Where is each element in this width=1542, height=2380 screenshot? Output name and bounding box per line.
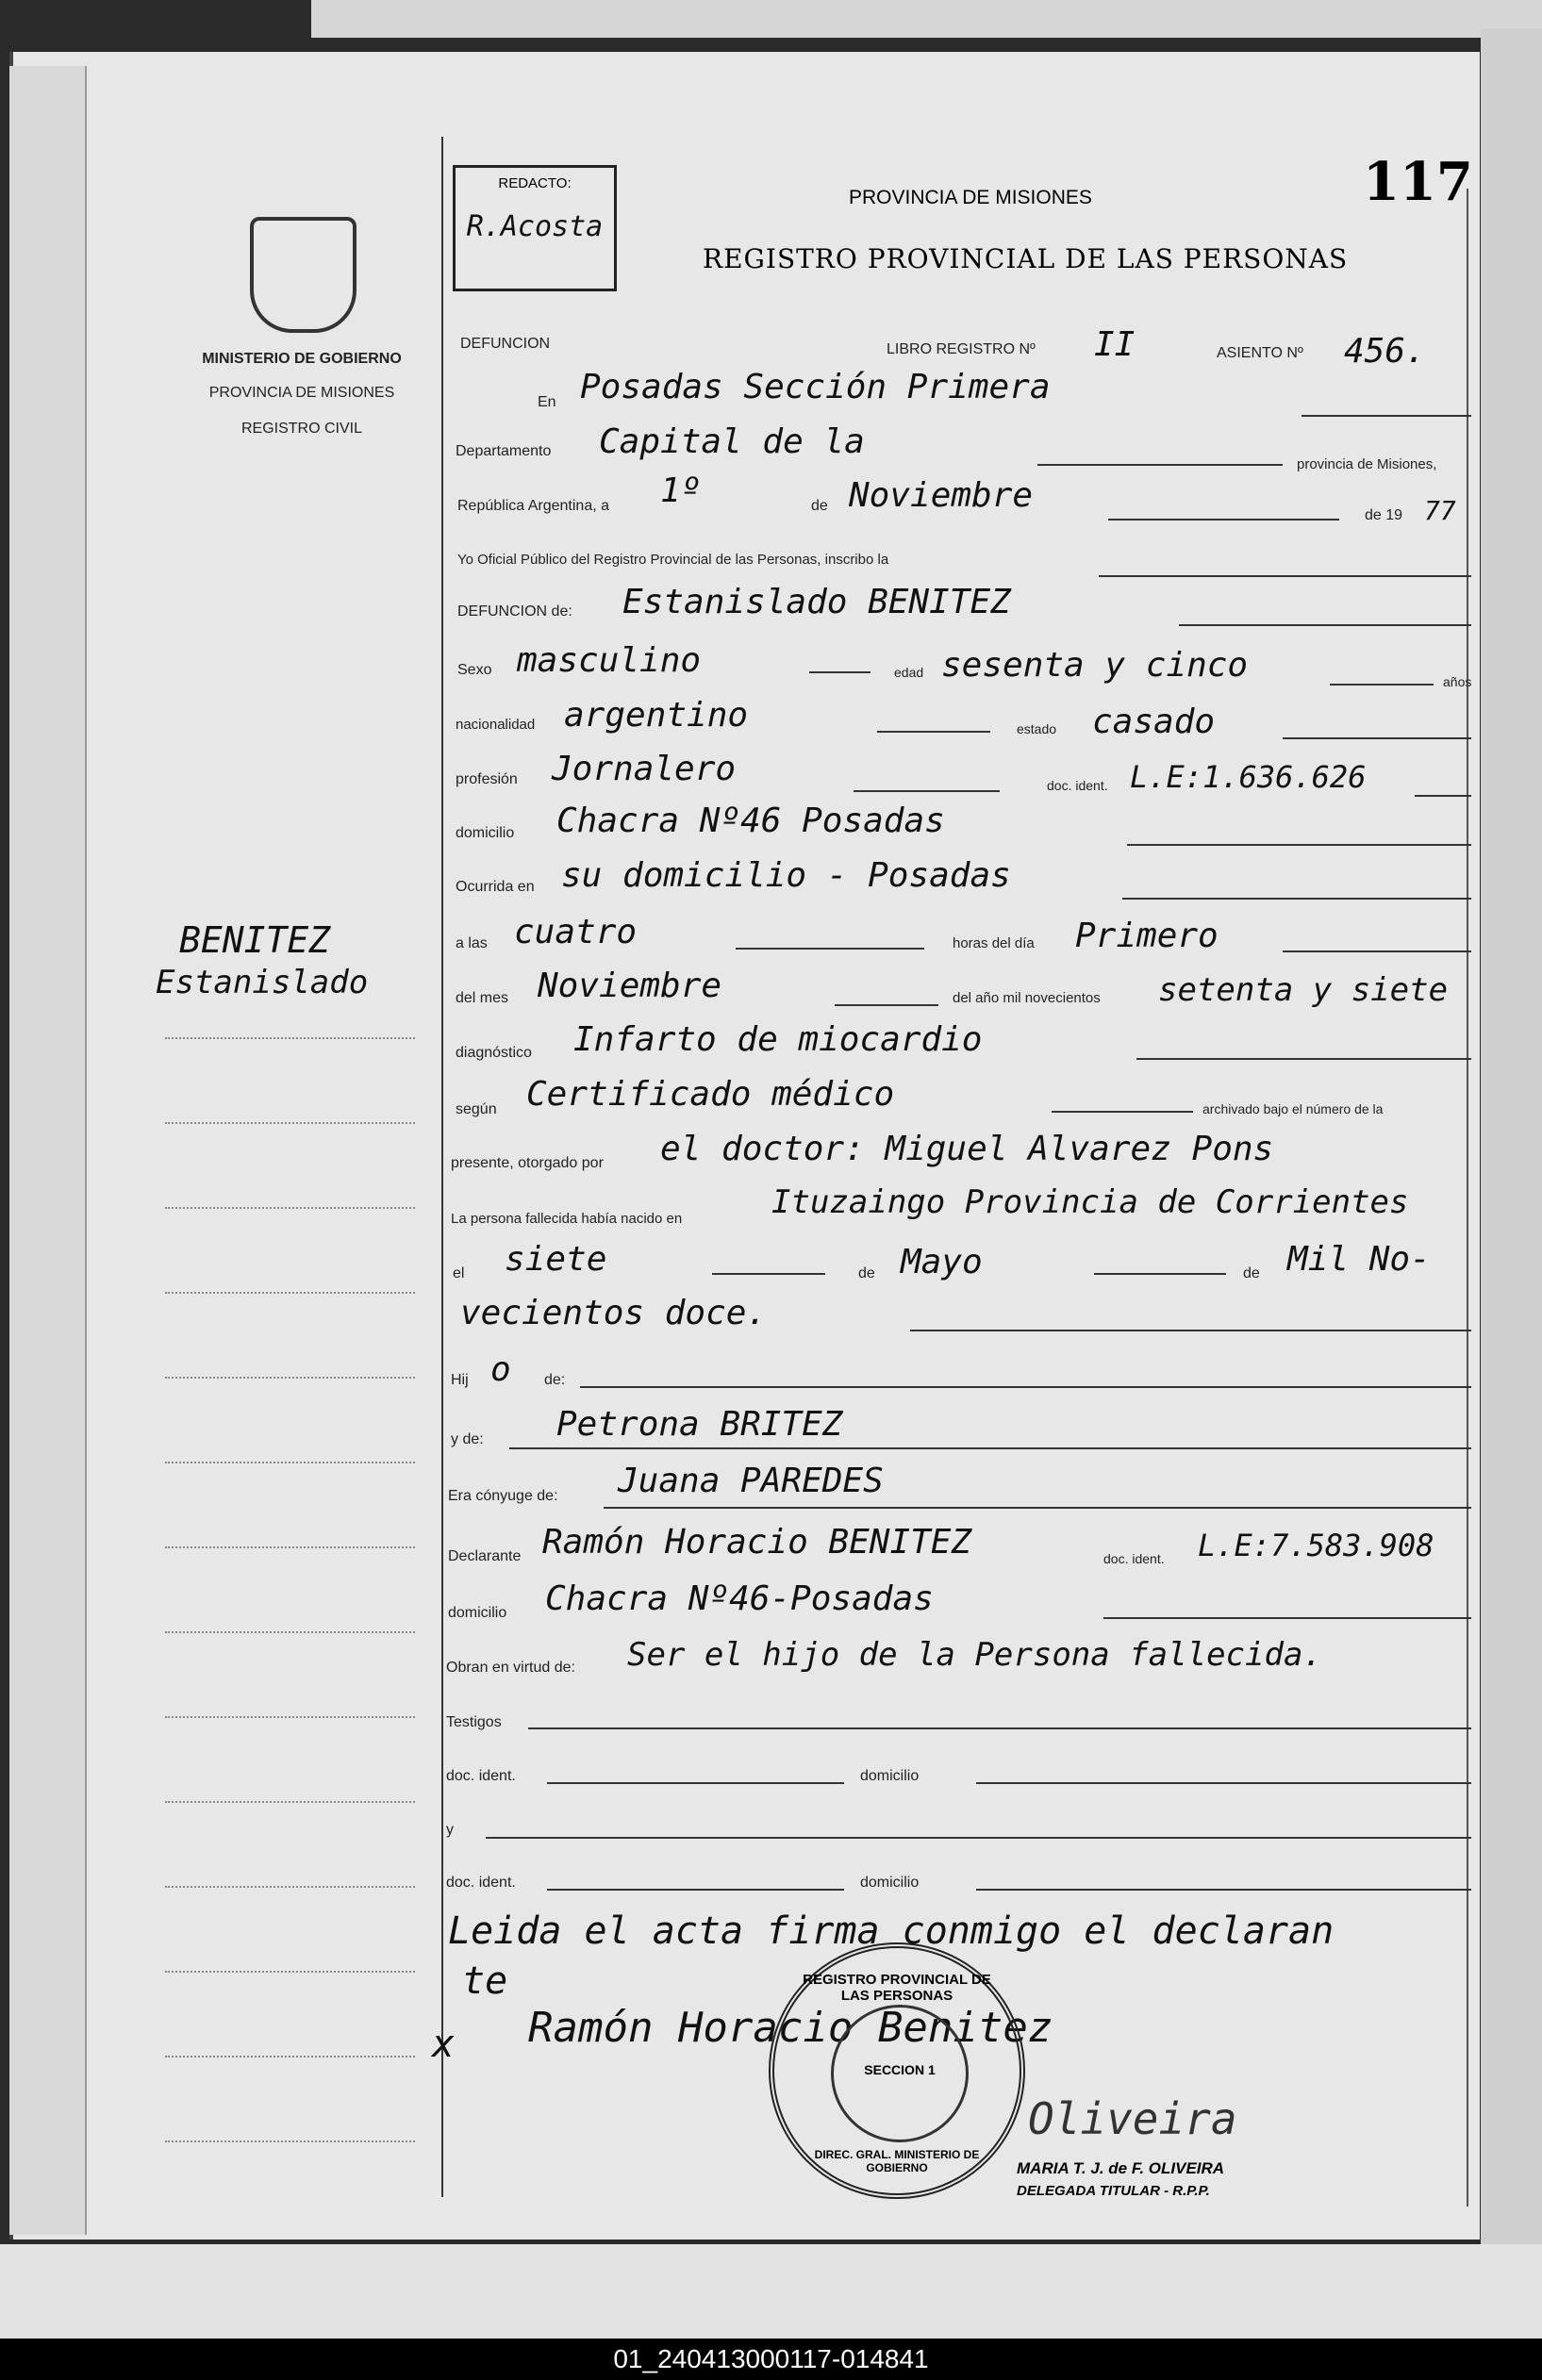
fill-line <box>877 731 990 733</box>
margin-dotted-line <box>165 2056 415 2058</box>
margin-dotted-line <box>165 2140 415 2142</box>
doc-ident-value: L.E:1.636.626 <box>1130 759 1367 795</box>
nac-anio-value-2: vecientos doce. <box>460 1294 768 1332</box>
fill-line <box>1094 1273 1226 1275</box>
profesion-label: profesión <box>456 771 518 787</box>
edad-value: sesenta y cinco <box>941 646 1249 685</box>
asiento-label: ASIENTO Nº <box>1217 345 1303 361</box>
segun-label: según <box>456 1101 497 1117</box>
horas-dia-label: horas del día <box>953 935 1035 951</box>
conyuge-label: Era cónyuge de: <box>448 1488 558 1504</box>
declarante-domicilio-label: domicilio <box>448 1605 507 1621</box>
fill-line <box>547 1889 844 1891</box>
fill-line <box>528 1727 1471 1729</box>
nacido-label: La persona fallecida había nacido en <box>451 1211 683 1227</box>
date-de-label: de <box>811 498 828 514</box>
stamp-line-1: MARIA T. J. de F. OLIVEIRA <box>1017 2159 1225 2177</box>
fill-line <box>1330 684 1434 686</box>
hij-label: Hij <box>451 1372 469 1388</box>
y-label: y <box>446 1822 454 1838</box>
diagnostico-label: diagnóstico <box>456 1045 532 1061</box>
image-id-footer: 01_240413000117-014841 <box>0 2339 1542 2380</box>
seal-inner-text: SECCION 1 <box>864 2062 936 2077</box>
estado-label: estado <box>1017 721 1057 736</box>
estado-value: casado <box>1092 702 1216 741</box>
segun-value: Certificado médico <box>526 1075 895 1114</box>
declarant-signature: Ramón Horacio Benitez <box>528 2004 1053 2052</box>
anio-mil-label: del año mil novecientos <box>953 990 1101 1006</box>
background-top <box>311 0 1542 38</box>
hij-de-label: de: <box>544 1372 566 1388</box>
margin-dotted-line <box>165 1037 415 1039</box>
anos-label: años <box>1443 674 1472 689</box>
declarante-value: Ramón Horacio BENITEZ <box>542 1523 972 1562</box>
otorgado-value: el doctor: Miguel Alvarez Pons <box>660 1130 1274 1168</box>
libro-label: LIBRO REGISTRO Nº <box>887 341 1036 357</box>
fill-line <box>1108 519 1339 521</box>
nac-de-label-2: de <box>1243 1265 1260 1281</box>
margin-dotted-line <box>165 1546 415 1548</box>
leida-line-2: te <box>462 1959 508 2003</box>
margin-dotted-line <box>165 1631 415 1633</box>
margin-dotted-line <box>165 1801 415 1803</box>
en-value: Posadas Sección Primera <box>580 368 1051 406</box>
margin-dotted-line <box>165 1122 415 1124</box>
hora-value: cuatro <box>514 913 638 951</box>
coat-of-arms-icon <box>250 217 356 333</box>
sexo-label: Sexo <box>457 662 492 678</box>
obran-value: Ser el hijo de la Persona fallecida. <box>627 1636 1322 1674</box>
leida-line-1: Leida el acta firma conmigo el declaran <box>448 1909 1335 1953</box>
fill-line <box>712 1273 825 1275</box>
background-right <box>1481 28 1542 2291</box>
anio-texto-value: setenta y siete <box>1158 971 1449 1009</box>
madre-value: Petrona BRITEZ <box>556 1405 843 1444</box>
fill-line <box>1122 898 1471 900</box>
province-label: PROVINCIA DE MISIONES <box>208 385 395 401</box>
ocurrida-label: Ocurrida en <box>456 879 535 895</box>
el-label: el <box>453 1265 465 1281</box>
date-year: 77 <box>1424 495 1456 526</box>
date-day: 1º <box>660 471 702 510</box>
background-bottom <box>0 2244 1542 2339</box>
official-seal <box>769 1942 1025 2199</box>
declarante-doc-label: doc. ident. <box>1103 1551 1165 1566</box>
fill-line <box>976 1782 1471 1784</box>
oficial-statement: Yo Oficial Público del Registro Provincial de las Personas, inscribo la <box>457 552 889 568</box>
fill-line <box>547 1782 844 1784</box>
fill-line <box>976 1889 1471 1891</box>
seal-text: REGISTRO PROVINCIAL DE LAS PERSONAS <box>803 1972 991 2004</box>
declarante-domicilio-value: Chacra Nº46-Posadas <box>545 1579 934 1618</box>
margin-dotted-line <box>165 1971 415 1973</box>
provincia-label: provincia de Misiones, <box>1297 456 1437 472</box>
profesion-value: Jornalero <box>552 750 737 788</box>
nac-mes-value: Mayo <box>901 1243 983 1281</box>
fill-line <box>1136 1058 1471 1060</box>
margin-dotted-line <box>165 1292 415 1294</box>
nacido-value: Ituzaingo Provincia de Corrientes <box>771 1183 1409 1221</box>
doc-ident-label: doc. ident. <box>1047 778 1108 793</box>
header-title: REGISTRO PROVINCIAL DE LAS PERSONAS <box>703 243 1349 274</box>
conyuge-value: Juana PAREDES <box>618 1462 884 1500</box>
testigo2-domicilio-label: domicilio <box>860 1875 920 1891</box>
fill-line <box>910 1330 1471 1331</box>
asiento-value: 456. <box>1344 332 1426 371</box>
official-signature: Oliveira <box>1028 2093 1237 2144</box>
margin-dotted-line <box>165 1716 415 1718</box>
margin-dotted-line <box>165 1462 415 1463</box>
departamento-label: Departamento <box>456 443 552 459</box>
previous-page-edge <box>9 66 87 2235</box>
margin-dotted-line <box>165 1207 415 1209</box>
sexo-value: masculino <box>517 641 702 680</box>
date-year-label: de 19 <box>1365 507 1403 523</box>
fill-line <box>1103 1617 1471 1619</box>
en-label: En <box>538 394 556 410</box>
x-mark: x <box>432 2023 456 2066</box>
fill-line <box>809 671 870 673</box>
fill-line <box>580 1386 1471 1388</box>
fill-line <box>1415 795 1471 797</box>
dia-texto-value: Primero <box>1075 917 1219 955</box>
margin-dotted-line <box>165 1377 415 1379</box>
fill-line <box>835 1004 938 1006</box>
fill-line <box>1052 1111 1193 1113</box>
y-de-label: y de: <box>451 1431 484 1447</box>
a-las-label: a las <box>456 935 488 951</box>
nac-anio-value-1: Mil No- <box>1287 1240 1431 1279</box>
testigo-domicilio-label: domicilio <box>860 1768 920 1784</box>
archivado-label: archivado bajo el número de la <box>1202 1101 1384 1116</box>
declarante-label: Declarante <box>448 1548 522 1564</box>
republica-label: República Argentina, a <box>457 498 609 514</box>
margin-divider <box>441 137 443 2197</box>
libro-value: II <box>1094 325 1136 364</box>
fill-line <box>1302 415 1471 417</box>
date-month: Noviembre <box>849 476 1034 515</box>
nacionalidad-value: argentino <box>564 696 749 735</box>
domicilio-label: domicilio <box>456 825 515 841</box>
defuncion-label: DEFUNCION <box>460 336 551 352</box>
margin-surname: BENITEZ <box>179 919 331 961</box>
header-province: PROVINCIA DE MISIONES <box>849 187 1092 208</box>
redacto-label: REDACTO: <box>498 175 572 191</box>
seal-bottom-text: DIREC. GRAL. MINISTERIO DE GOBIERNO <box>814 2148 980 2174</box>
testigos-label: Testigos <box>446 1714 502 1730</box>
edad-label: edad <box>894 665 924 680</box>
fill-line <box>509 1447 1471 1449</box>
right-border <box>1467 189 1468 2206</box>
testigo-doc-label: doc. ident. <box>446 1768 516 1784</box>
fill-line <box>1099 575 1471 577</box>
seal-emblem-icon <box>831 2005 969 2142</box>
mes-texto-value: Noviembre <box>538 967 722 1005</box>
fill-line <box>486 1837 1471 1839</box>
hij-value: o <box>490 1350 511 1389</box>
deceased-name: Estanislado BENITEZ <box>622 583 1011 621</box>
nacionalidad-label: nacionalidad <box>456 717 536 733</box>
page-number: 117 <box>1363 151 1473 213</box>
declarante-doc-value: L.E:7.583.908 <box>1198 1528 1434 1563</box>
del-mes-label: del mes <box>456 990 509 1006</box>
nac-dia-value: siete <box>505 1240 607 1279</box>
stamp-line-2: DELEGADA TITULAR - R.P.P. <box>1017 2183 1210 2199</box>
fill-line <box>1127 844 1471 846</box>
fill-line <box>1283 950 1471 952</box>
fill-line <box>1283 737 1471 739</box>
fill-line <box>1037 464 1283 466</box>
ministry-label: MINISTERIO DE GOBIERNO <box>202 351 402 367</box>
redacto-value: R.Acosta <box>466 210 604 243</box>
registry-label: REGISTRO CIVIL <box>240 421 363 437</box>
departamento-value: Capital de la <box>599 422 865 461</box>
margin-dotted-line <box>165 1886 415 1888</box>
fill-line <box>1179 624 1471 626</box>
ocurrida-value: su domicilio - Posadas <box>561 856 1011 895</box>
fill-line <box>854 790 1000 792</box>
presente-label: presente, otorgado por <box>451 1155 604 1171</box>
margin-given-name: Estanislado <box>156 964 369 1001</box>
redacto-box <box>453 165 617 291</box>
diagnostico-value: Infarto de miocardio <box>573 1020 983 1059</box>
defuncion-de-label: DEFUNCION de: <box>457 603 572 620</box>
fill-line <box>736 948 924 950</box>
nac-de-label: de <box>858 1265 875 1281</box>
domicilio-value: Chacra Nº46 Posadas <box>556 802 945 840</box>
testigo2-doc-label: doc. ident. <box>446 1875 516 1891</box>
fill-line <box>604 1507 1471 1509</box>
obran-label: Obran en virtud de: <box>446 1660 575 1676</box>
